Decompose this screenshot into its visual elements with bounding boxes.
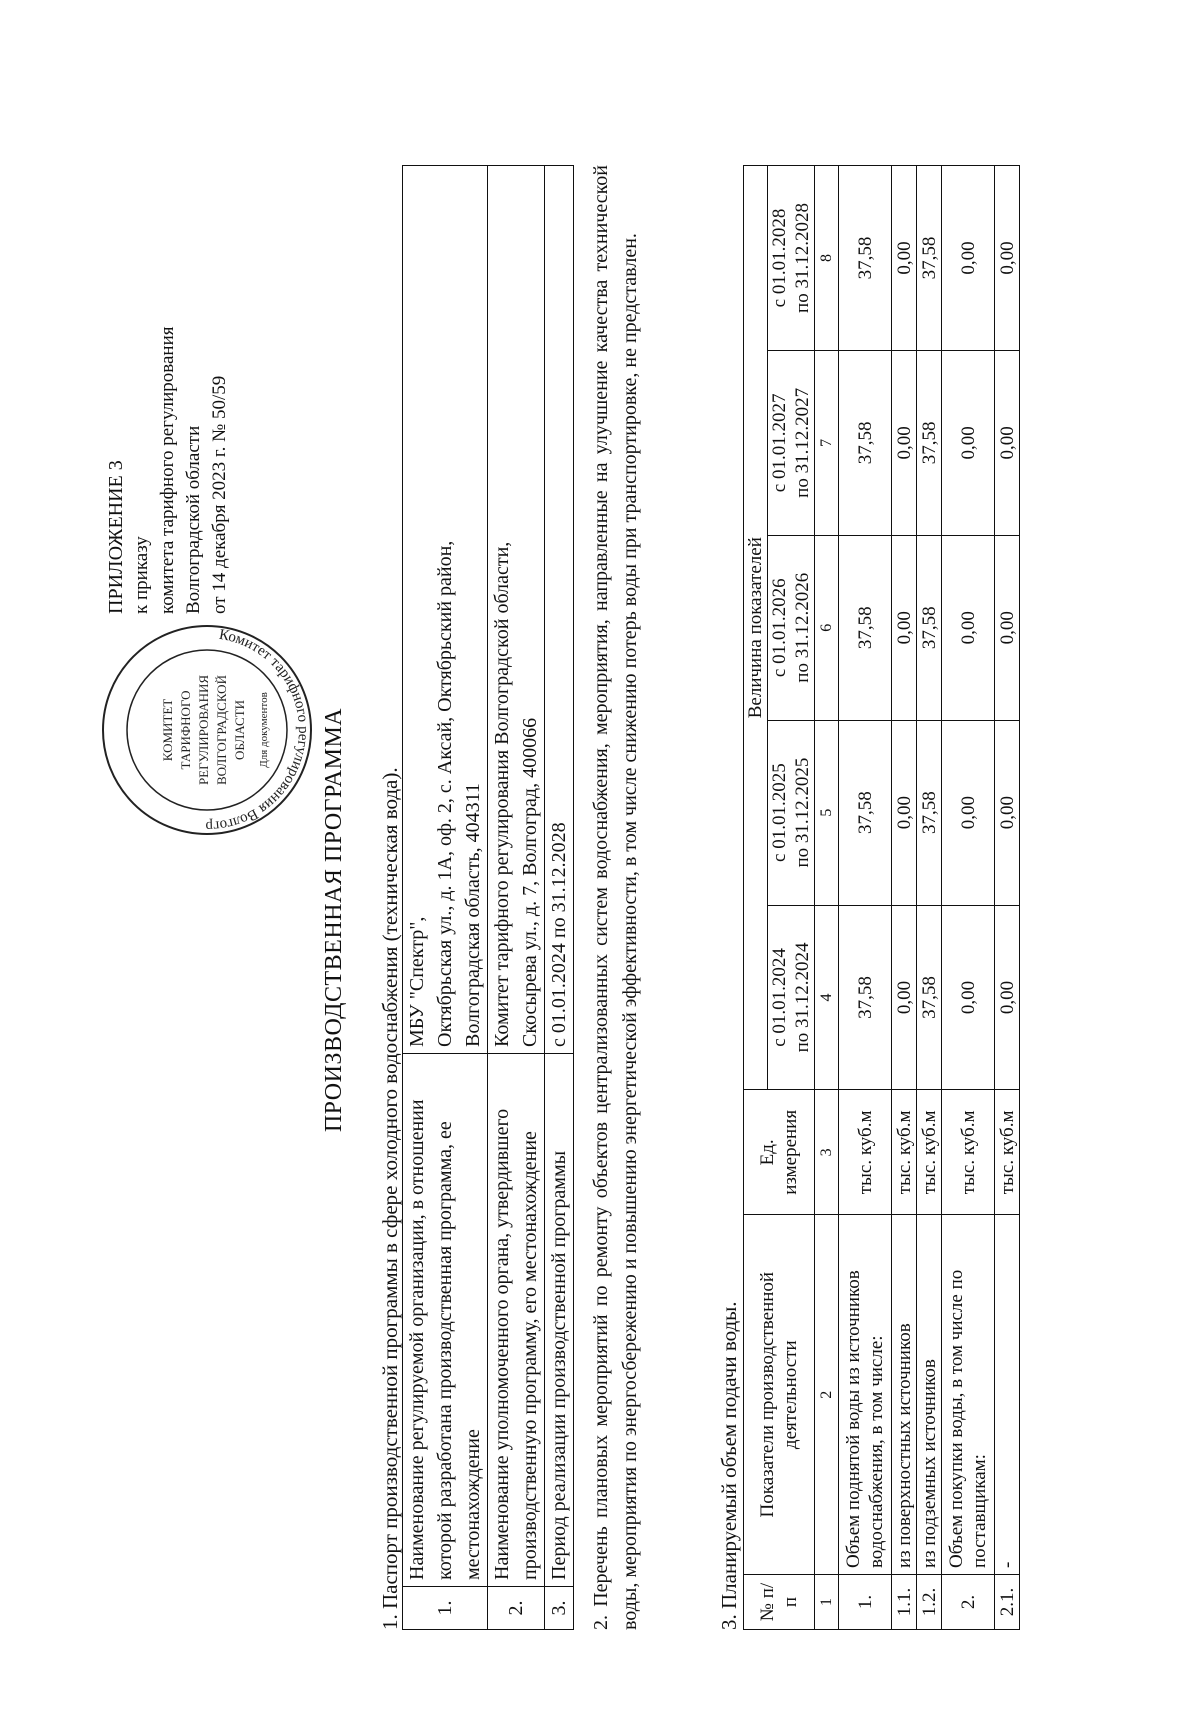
row-num: 1.2.: [917, 1575, 942, 1630]
appendix-line-4: от 14 декабря 2023 г. № 50/59: [209, 375, 230, 614]
passport-value-line: с 01.01.2024 по 31.12.2028: [548, 822, 570, 1047]
passport-row: [403, 166, 488, 1630]
row-value: 37,58: [917, 720, 942, 905]
passport-row-num: 2.: [488, 1587, 545, 1630]
table-row: [839, 166, 892, 1630]
passport-value-line: Волгоградская область, 404311: [462, 783, 484, 1047]
row-value: 0,00: [942, 166, 995, 351]
plan-index-row: [815, 166, 839, 1630]
period-to: по 31.12.2025: [792, 757, 813, 868]
period-from: с 01.01.2026: [769, 578, 790, 678]
passport-row-label: Период реализации производственной программы: [545, 1054, 574, 1587]
row-value: 0,00: [892, 166, 917, 351]
row-value: 0,00: [892, 535, 917, 720]
period-from: с 01.01.2027: [769, 393, 790, 493]
row-value: 37,58: [917, 166, 942, 351]
row-num: 2.1.: [995, 1575, 1020, 1630]
row-indicator: из поверхностных источников: [892, 1215, 917, 1575]
row-value: 0,00: [942, 905, 995, 1090]
passport-value-line: МБУ "Спектр",: [406, 916, 428, 1047]
seal-ring-text: Комитет тарифного регулирования Волгогр: [205, 626, 312, 835]
passport-value-line: Октябрьская ул., д. 1А, оф. 2, с. Аксай, Октябрьский район,: [434, 540, 456, 1047]
row-value: 37,58: [839, 535, 892, 720]
index-cell: 7: [815, 350, 839, 535]
period-from: с 01.01.2024: [769, 948, 790, 1047]
row-value: 37,58: [839, 720, 892, 905]
period-header: [768, 905, 815, 1090]
row-value: 0,00: [892, 350, 917, 535]
row-value: 37,58: [917, 350, 942, 535]
passport-row-label: Наименование регулируемой организации, в отношении которой разработана производственная программа, ее местонахождение: [403, 1054, 488, 1587]
row-indicator: Объем поднятой воды из источников водоснабжения, в том числе:: [839, 1215, 892, 1575]
row-unit: тыс. куб.м: [892, 1090, 917, 1215]
table-row: [917, 166, 942, 1630]
official-seal: [97, 580, 317, 880]
row-num: 2.: [942, 1575, 995, 1630]
row-value: 0,00: [995, 166, 1020, 351]
appendix-header: [103, 326, 233, 614]
row-value: 37,58: [839, 350, 892, 535]
row-unit: тыс. куб.м: [995, 1090, 1020, 1215]
passport-table: [402, 165, 574, 1630]
row-unit: тыс. куб.м: [917, 1090, 942, 1215]
water-supply-plan-table: [743, 165, 1020, 1630]
passport-row-value: [403, 166, 488, 1054]
row-indicator: Объем покупки воды, в том числе по поставщикам:: [942, 1215, 995, 1575]
index-cell: 6: [815, 535, 839, 720]
period-header: [768, 720, 815, 905]
index-cell: 8: [815, 166, 839, 351]
seal-line-3: РЕГУЛИРОВАНИЯ: [196, 674, 211, 786]
period-to: по 31.12.2026: [792, 572, 813, 683]
period-to: по 31.12.2028: [792, 203, 813, 313]
seal-line-4: ВОЛГОГРАДСКОЙ: [214, 675, 229, 785]
section1-heading: 1. Паспорт производственной программы в сфере холодного водоснабжения (техническая вода).: [378, 767, 402, 1630]
row-num: 1.: [839, 1575, 892, 1630]
passport-row-value: [545, 166, 574, 1054]
row-value: 37,58: [839, 905, 892, 1090]
index-cell: 5: [815, 720, 839, 905]
appendix-line-1: к приказу: [131, 536, 152, 614]
row-value: 0,00: [942, 535, 995, 720]
table-row: [892, 166, 917, 1630]
seal-line-5: ОБЛАСТИ: [232, 699, 247, 761]
section2-paragraph: 2. Перечень плановых мероприятий по ремонту объектов централизованных систем водоснабжения, мероприятия, направленные на улучшение качества технической воды, мероприятия по энергосбережению и повышению энергетической эффективности, в том числе снижению потерь воды при транспортировке, не представлен.: [590, 165, 641, 1630]
col-group-header: Величина показателей: [744, 166, 768, 1090]
appendix-line-3: Волгоградской области: [183, 425, 204, 614]
row-indicator: из подземных источников: [917, 1215, 942, 1575]
row-value: 0,00: [892, 720, 917, 905]
row-value: 0,00: [995, 535, 1020, 720]
row-value: 0,00: [942, 720, 995, 905]
row-value: 37,58: [839, 166, 892, 351]
row-value: 0,00: [892, 905, 917, 1090]
plan-header-row: [744, 166, 768, 1630]
passport-row: [488, 166, 545, 1630]
period-header: [768, 166, 815, 351]
row-num: 1.1.: [892, 1575, 917, 1630]
rotated-page: [95, 110, 1175, 1670]
document-title: ПРОИЗВОДСТВЕННАЯ ПРОГРАММА: [321, 707, 347, 1133]
row-unit: тыс. куб.м: [839, 1090, 892, 1215]
period-header: [768, 535, 815, 720]
index-cell: 1: [815, 1575, 839, 1630]
row-value: 0,00: [995, 720, 1020, 905]
row-value: 37,58: [917, 905, 942, 1090]
passport-row-label: Наименование уполномоченного органа, утвердившего производственную программу, его местонахождение: [488, 1054, 545, 1587]
passport-row-value: [488, 166, 545, 1054]
seal-bottom-text: Для документов: [258, 692, 270, 768]
passport-row-num: 3.: [545, 1587, 574, 1630]
col-unit-header: Ед. измерения: [744, 1090, 815, 1215]
table-row: [942, 166, 995, 1630]
appendix-title: ПРИЛОЖЕНИЕ 3: [105, 460, 127, 614]
index-cell: 2: [815, 1215, 839, 1575]
appendix-line-2: комитета тарифного регулирования: [157, 326, 178, 614]
passport-value-line: Комитет тарифного регулирования Волгоградской области,: [491, 541, 513, 1047]
seal-line-2: ТАРИФНОГО: [178, 690, 193, 770]
passport-row-num: 1.: [403, 1587, 488, 1630]
period-from: с 01.01.2028: [769, 208, 790, 308]
period-to: по 31.12.2027: [792, 387, 813, 498]
col-num-header: № п/п: [744, 1575, 815, 1630]
index-cell: 3: [815, 1090, 839, 1215]
row-value: 0,00: [995, 350, 1020, 535]
row-value: 37,58: [917, 535, 942, 720]
row-unit: тыс. куб.м: [942, 1090, 995, 1215]
seal-graphic: [97, 580, 317, 880]
row-value: 0,00: [995, 905, 1020, 1090]
period-from: с 01.01.2025: [769, 763, 790, 862]
period-to: по 31.12.2024: [792, 942, 813, 1053]
row-value: 0,00: [942, 350, 995, 535]
passport-value-line: Скосырева ул., д. 7, Волгоград, 400066: [519, 717, 541, 1047]
seal-line-1: КОМИТЕТ: [160, 698, 175, 762]
passport-row: [545, 166, 574, 1630]
col-indicator-header: Показатели производственной деятельности: [744, 1215, 815, 1575]
table-row: [995, 166, 1020, 1630]
period-header: [768, 350, 815, 535]
index-cell: 4: [815, 905, 839, 1090]
section3-heading: 3. Планируемый объем подачи воды.: [717, 1301, 741, 1630]
row-indicator: -: [995, 1215, 1020, 1575]
